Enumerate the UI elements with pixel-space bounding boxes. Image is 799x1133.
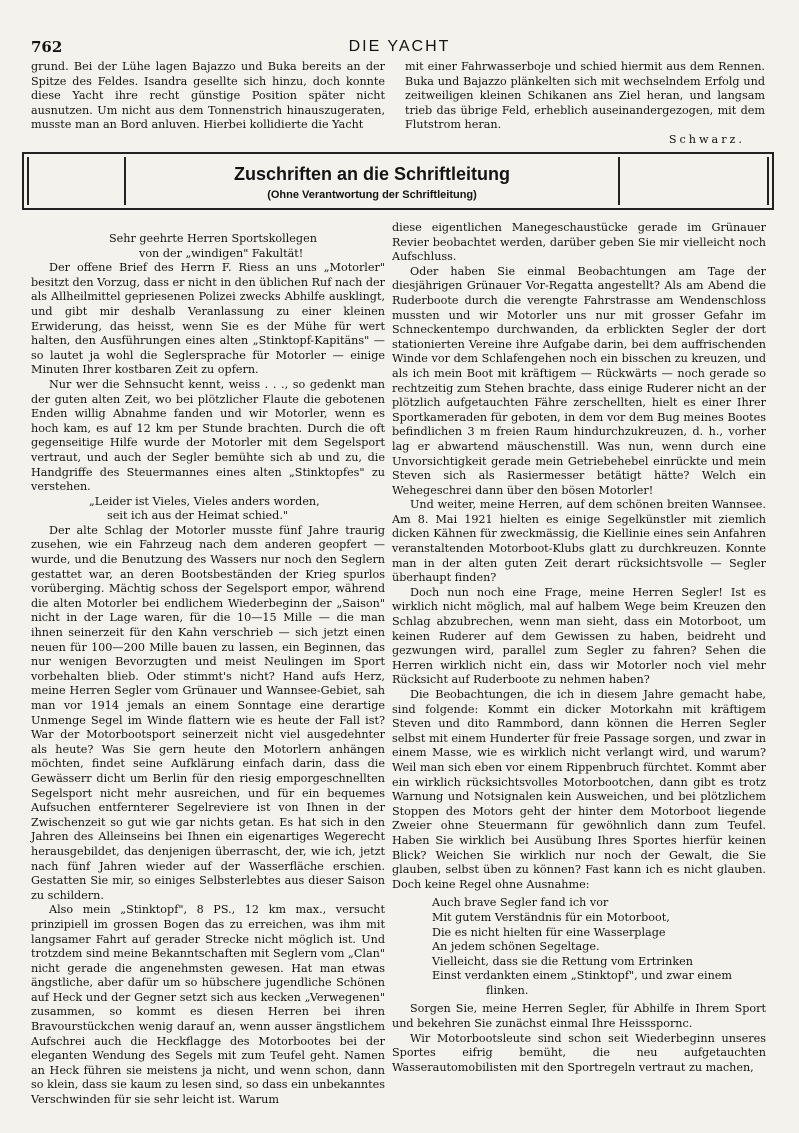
verse-line: Einst verdankten einem „Stinktopf", und zwar einem bbox=[432, 969, 733, 983]
paragraph: Doch nun noch eine Frage, meine Herren Segler! Ist es wirklich nicht möglich, mal auf halbem Wege beim Kreuzen den Schlag abzubrechen, wenn man sieht, dass ein Motorboot, um keinen Ruderer auf dem Gewissen zu haben, beidreht und gezwungen wird, parallel zum Segler zu fahren? Sehen die Herren wirklich nicht ein, dass wir Motorler noch viel mehr Rücksicht auf Ruderboote zu nehmen haben? bbox=[392, 585, 766, 687]
paragraph: mit einer Fahrwasserboje und schied hiermit aus dem Rennen. Buka und Bajazzo plänkelten sich mit wechselndem Erfolg und zeitweiligen kleinen Schikanen ans Ziel heran, und langsam trieb das übrige Feld, erheblich auseinandergezogen, mit dem Flutstrom heran. bbox=[405, 60, 765, 132]
paragraph: Wir Motorbootsleute sind schon seit Wiederbeginn unseres Sportes eifrig bemüht, die neu aufgetauchten Wasserautomobilisten mit den Sportregeln vertraut zu machen, bbox=[392, 1031, 766, 1074]
verse-line: flinken. bbox=[486, 983, 529, 997]
border-line bbox=[27, 157, 29, 205]
paragraph: diese eigentlichen Manegeschaustücke gerade im Grünauer Revier beobachtet werden, darüber geben Sie mir vielleicht noch Aufschluss. bbox=[392, 221, 766, 264]
salutation: Sehr geehrte Herren Sportskollegen bbox=[109, 232, 317, 245]
salutation: von der „windigen" Fakultät! bbox=[139, 246, 304, 260]
signature: Schwarz. bbox=[668, 132, 745, 146]
quote-line: „Leider ist Vieles, Vieles anders worden, bbox=[89, 494, 320, 508]
top-left-column bbox=[31, 60, 385, 133]
paragraph: Der alte Schlag der Motorler musste fünf Jahre traurig zusehen, wie ein Fahrzeug nach dem anderen geopfert — wurde, und die Benutzung des Wassers nur noch den Seglern gestattet war, an deren Bootsbeständen der Krieg spurlos vorüberging. Mächtig schoss der Segelsport empor, während die alten Motorler bei endlichem Wiederbeginn der „Saison" nicht in der Lage waren, für die 10—15 Mille — die man ihnen seinerzeit für den Kahn verschrieb — sich jetzt einen neuen für 100—200 Mille bauen zu lassen, ein Beginnen, das nur wenigen Bevorzugten und meist Neulingen im Sport vorbehalten blieb. Oder stimmt's nicht? Hand aufs Herz, meine Herren Segler vom Grünauer und Wannsee-Gebiet, sah man vor 1914 jemals an einem Sonntage eine derartige Unmenge Segel im Winde flattern wie es heute der Fall ist? War der Motorbootsport seinerzeit nicht viel ausgedehnter als heute? Was Sie gern heute den Motorlern anhängen möchten, findet seine Aufklärung einfach darin, dass die Gewässerr dicht um Berlin für den riesig emporgeschnellten Segelsport nicht mehr ausreichen, und für ein bequemes Aufsuchen entfernterer Segelreviere ist von Ihnen in der Zwischenzeit so gut wie gar nichts getan. Es hat sich in den Jahren des Alleinseins bei Ihnen ein eigenartiges Wegerecht herausgebildet, das denjenigen überrascht, der, wie ich, jetzt nach fünf Jahren wieder auf der Wasserfläche erschien. Gestatten Sie mir, so einiges Selbsterlebtes aus dieser Saison zu schildern. bbox=[31, 523, 385, 902]
verse-line: Die es nicht hielten für eine Wasserplage bbox=[432, 925, 666, 939]
paragraph: Sorgen Sie, meine Herren Segler, für Abhilfe in Ihrem Sport und bekehren Sie zunächst einmal Ihre Heissspornc. bbox=[392, 1002, 766, 1031]
border-line bbox=[767, 157, 769, 205]
page-number: 762 bbox=[31, 38, 63, 56]
verse-line: An jedem schönen Segeltage. bbox=[432, 940, 600, 954]
running-head: DIE YACHT bbox=[348, 38, 451, 55]
section-header-box bbox=[22, 152, 774, 210]
section-subtitle: (Ohne Verantwortung der Schriftleitung) bbox=[267, 189, 477, 201]
paragraph: grund. Bei der Lühe lagen Bajazzo und Buka bereits an der Spitze des Feldes. Isandra gesellte sich hinzu, doch konnte diese Yacht ihre recht günstige Position später nicht ausnutzen. Um nicht aus dem Tonnenstrich hinauszugeraten, musste man an Bord anluven. Hierbei kollidierte die Yacht bbox=[31, 60, 385, 132]
paragraph: Nur wer die Sehnsucht kennt, weiss . . ., so gedenkt man der guten alten Zeit, wo bei plötzlicher Flaute die gebotenen Enden willig Abnahme fanden und wir Motorler, wenn es hoch kam, es auf 12 km per Stunde brachten. Durch die oft gegenseitige Hilfe wurde der Motorler mit dem Segelsport vertraut, und auch der Segler bemühte sich ab und zu, die Handgriffe des Steuermannes eines alten „Stinktopfes" zu verstehen. bbox=[31, 377, 385, 494]
paragraph: Oder haben Sie einmal Beobachtungen am Tage der diesjährigen Grünauer Vor-Regatta angestellt? Als am Abend die Ruderboote durch die verengte Fahrstrasse am Wendenschloss mussten und wir Motorler uns nur mit grosser Gefahr im Schneckentempo durchwanden, da erblickten Segler der dort stationierten Vereine ihre Aufgabe darin, bei dem auffrischenden Winde vor dem Schlafengehen noch ein bisschen zu kreuzen, und als ich mein Boot mit kräftigem — Rückwärts — noch gerade so rechtzeitig zum Stehen brachte, dass einige Ruderer nicht an der plötzlich aufgetauchten Fähre zerschellten, hielt es einer Ihrer Sportkameraden für geboten, in dem vor dem Bug meines Bootes befindlichen 3 m freien Raum hindurchzukreuzen, d. h., vorher lag er abwartend mäuschenstill. Was nun, wenn durch eine Unvorsichtigkeit gerade mein Getriebehebel einrückte und mein Steven sich als Rasiermesser betätigt hätte? Welch ein Wehegeschrei dann über den bösen Motorler! bbox=[392, 264, 766, 497]
top-right-column bbox=[405, 60, 765, 148]
section-title: Zuschriften an die Schriftleitung bbox=[233, 164, 511, 184]
verse-line: Mit gutem Verständnis für ein Motorboot, bbox=[432, 910, 670, 924]
paragraph: Der offene Brief des Herrn F. Riess an uns „Motorler" besitzt den Vorzug, dass er nicht in den üblichen Ruf nach der als Allheilmittel gepriesenen Polizei zwecks Abhilfe ausklingt, und gibt mir deshalb Veranlassung zu einer kleinen Erwiderung, das heisst, wenn Sie es der Mühe für wert halten, den Ausführungen eines alten „Stinktopf-Kapitäns" — so lautet ja wohl die Seglersprache für Motorler — einige Minuten Ihrer kostbaren Zeit zu opfern. bbox=[31, 261, 385, 377]
paragraph: Also mein „Stinktopf", 8 PS., 12 km max., versucht prinzipiell im grossen Bogen das zu erreichen, was ihm mit langsamer Fahrt auf gerader Strecke nicht möglich ist. Und trotzdem sind meine Bekanntschaften mit Seglern vom „Clan" nicht gerade die angenehmsten gewesen. Hat man etwas ängstliche, aber dafür um so hübschere jugendliche Schönen auf Heck und der Gegner setzt sich aus kecken „Verwegenen" zusammen, so kommt es diesen Herren bei ihren Bravourstückchen wenig darauf an, wenn ausser ängstlichem Aufschrei auch die Heckflagge des Motorbootes bei der eleganten Wendung des Segels mit zum Teufel geht. Namen an Heck führen sie meistens ja nicht, und wenn schon, dann so klein, dass sie kaum zu lesen sind, so dass ein unbekanntes Verschwinden für sie sehr leicht ist. Warum bbox=[31, 903, 385, 1107]
right-column bbox=[392, 221, 766, 1075]
left-column bbox=[31, 232, 385, 1108]
verse-line: Vielleicht, dass sie die Rettung vom Ertrinken bbox=[432, 954, 693, 968]
paragraph: Die Beobachtungen, die ich in diesem Jahre gemacht habe, sind folgende: Kommt ein dicker Motorkahn mit kräftigem Steven und dito Rammbord, dann können die Herren Segler selbst mit einem Hunderter für freie Passage sorgen, und zwar in einem Masse, wie es wirklich nicht verlangt wird, und warum? Weil man sich eben vor einem Rippenbruch fürchtet. Kommt aber ein wirklich rücksichtsvolles Motorbootchen, dann gibt es trotz Warnung und Notsignalen kein Ausweichen, und bei plötzlichem Stoppen des Motors geht der hinter dem Motorboot liegende Zweier ohne Steuermann für gewöhnlich dann zum Teufel. Haben Sie wirklich bei Ausübung Ihres Sportes hierfür keinen Blick? Weichen Sie wirklich nur noch der Gewalt, die Sie glauben, selbst üben zu können? Fast kann ich es nicht glauben. Doch keine Regel ohne Ausnahme: bbox=[392, 688, 766, 891]
paragraph: Und weiter, meine Herren, auf dem schönen breiten Wannsee. Am 8. Mai 1921 hielten es einige Segelkünstler mit ziemlich dicken Kähnen für zweckmässig, die Kiellinie eines sein Anfahren veranstaltenden Motorboot-Klubs glatt zu durchkreuzen. Konnte man in der alten guten Zeit derart rücksichtsvolle — Segler überhaupt finden? bbox=[392, 498, 766, 585]
quote-line: seit ich aus der Heimat schied." bbox=[107, 509, 289, 523]
verse-line: Auch brave Segler fand ich vor bbox=[432, 896, 609, 910]
